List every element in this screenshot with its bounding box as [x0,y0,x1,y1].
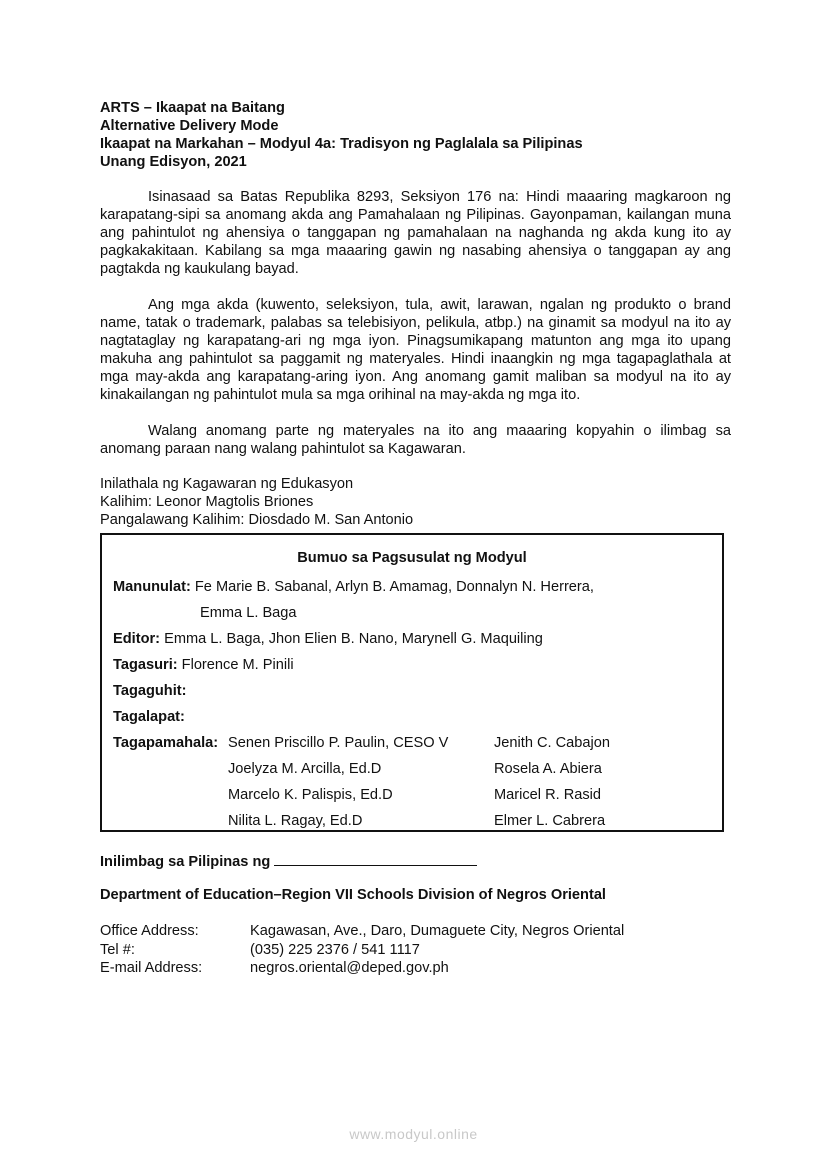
publisher-line: Inilathala ng Kagawaran ng Edukasyon [100,476,354,492]
page-body [100,99,731,529]
email-label: E-mail Address: [100,960,203,976]
layout-artist-row [113,708,185,726]
reviewer-label: Tagasuri: [113,657,178,673]
printer-blank-line [274,851,477,866]
writers-label: Manunulat: [113,579,191,595]
management-left-4: Nilita L. Ragay, Ed.D [228,813,363,829]
illustrator-row [113,682,187,700]
management-left-1: Senen Priscillo P. Paulin, CESO V [228,735,449,751]
reviewer-row [113,656,294,674]
writers-value: Fe Marie B. Sabanal, Arlyn B. Amamag, Donnalyn N. Herrera, [190,579,594,595]
printed-in-line [100,851,477,870]
office-address-label: Office Address: [100,923,199,939]
document-header [100,99,731,171]
box-title: Bumuo sa Pagsusulat ng Modyul [297,550,527,566]
editor-value: Emma L. Baga, Jhon Elien B. Nano, Marynell G. Maquiling [160,631,543,647]
watermark: www.modyul.online [349,1126,478,1142]
management-left-2: Joelyza M. Arcilla, Ed.D [228,761,382,777]
development-team-box [100,533,724,832]
tel-value: (035) 225 2376 / 541 1117 [250,942,420,958]
writers-row-continued: Emma L. Baga [200,605,297,621]
management-row [113,734,218,752]
editor-row [113,630,543,648]
publisher-info [100,475,731,529]
edition: Unang Edisyon, 2021 [100,154,247,170]
editor-label: Editor: [113,631,161,647]
copyright-paragraph-1: Isinasaad sa Batas Republika 8293, Seksiyon 176 na: Hindi maaaring magkaroon ng karapatang-sipi sa anomang akda ang Pamahalaan ng Pilipinas. Gayonpaman, kailangan muna ang pahintulot ng ahensiya o tanggapan ng pamahalaan na naghanda ng akda kung ito ay pagkakakitaan. Kabilang sa mga maaaring gawin ng nasabing ahensiya o tanggapan ay ang pagtakda ng kaukulang bayad. [100,189,731,277]
management-right-3: Maricel R. Rasid [494,787,602,803]
email-value: negros.oriental@deped.gov.ph [250,960,449,976]
subject-title: ARTS – Ikaapat na Baitang [100,100,285,116]
management-right-2: Rosela A. Abiera [494,761,602,777]
management-right-1: Jenith C. Cabajon [494,735,611,751]
management-label: Tagapamahala: [113,735,219,751]
layout-artist-label: Tagalapat: [113,709,185,725]
management-left-3: Marcelo K. Palispis, Ed.D [228,787,393,803]
illustrator-label: Tagaguhit: [113,683,187,699]
delivery-mode: Alternative Delivery Mode [100,118,279,134]
undersecretary-line: Pangalawang Kalihim: Diosdado M. San Antonio [100,512,414,528]
deped-division-title: Department of Education–Region VII Schools Division of Negros Oriental [100,887,606,903]
copyright-paragraph-2: Ang mga akda (kuwento, seleksiyon, tula, awit, larawan, ngalan ng produkto o brand name, tatak o trademark, palabas sa telebisiyon, pelikula, atbp.) na ginamit sa modyul na ito ay nagtataglay ng karapatang-ari ng mga iyon. Pinagsumikapang matunton ang mga ito upang makuha ang pahintulot sa paggamit ng materyales. Hindi inaangkin ng mga tagapaglathala at mga may-akda ang karapatang-aring iyon. Ang anomang gamit maliban sa modyul na ito ay kinakailangan ng pahintulot mula sa mga orihinal na may-akda ng mga ito. [100,297,731,403]
office-address-value: Kagawasan, Ave., Daro, Dumaguete City, Negros Oriental [250,923,625,939]
reviewer-value: Florence M. Pinili [177,657,294,673]
writers-row [113,578,594,596]
copyright-paragraph-3: Walang anomang parte ng materyales na ito ang maaaring kopyahin o ilimbag sa anomang paraan nang walang pahintulot sa Kagawaran. [100,423,731,457]
secretary-line: Kalihim: Leonor Magtolis Briones [100,494,314,510]
tel-label: Tel #: [100,942,135,958]
module-title: Ikaapat na Markahan – Modyul 4a: Tradisyon ng Paglalala sa Pilipinas [100,136,583,152]
management-right-4: Elmer L. Cabrera [494,813,606,829]
printed-label: Inilimbag sa Pilipinas ng [100,854,271,870]
